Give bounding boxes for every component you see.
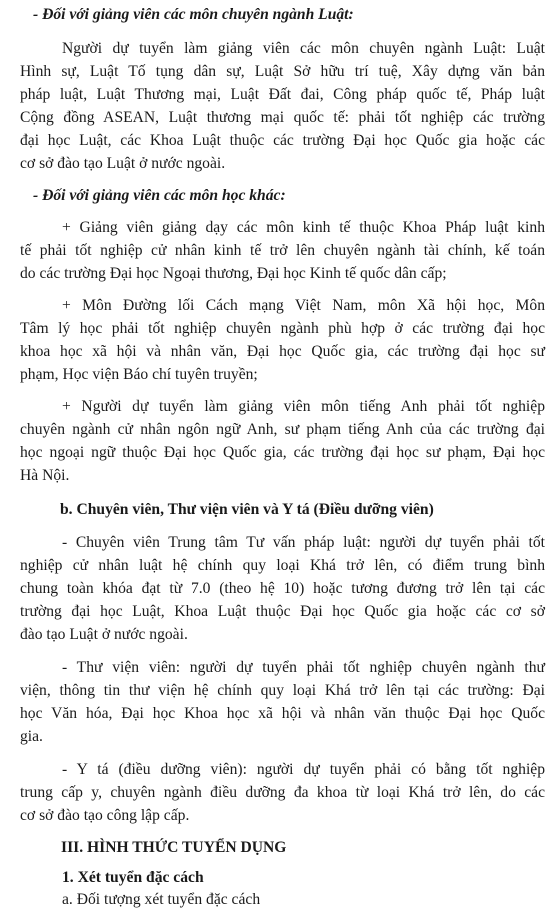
- b-p3-line-1: - Y tá (điều dưỡng viên): người dự tuyển phải có bằng tốt nghiệp: [62, 761, 545, 778]
- b-p2-line-1: - Thư viện viên: người dự tuyển phải tốt nghiệp chuyên ngành thư: [62, 659, 545, 676]
- law-line-5: đại học Luật, các Khoa Luật thuộc các trường Đại học Quốc gia hoặc các: [20, 132, 545, 149]
- heading-section-iii: III. HÌNH THỨC TUYỂN DỤNG: [61, 839, 287, 856]
- heading-section-b: b. Chuyên viên, Thư viện viên và Y tá (Điều dưỡng viên): [60, 501, 434, 518]
- b-p1-line-4: trường đại học Luật, Khoa Luật thuộc Đại học Quốc gia hoặc các cơ sở: [20, 603, 545, 620]
- law-line-6: cơ sở đào tạo Luật ở nước ngoài.: [20, 155, 226, 172]
- other-p2-line-4: phạm, Học viện Báo chí tuyên truyền;: [20, 366, 258, 383]
- b-p2-line-2: viện, thông tin thư viện hệ chính quy loại Khá trở lên tại các trường: Đại: [20, 682, 545, 699]
- law-line-4: Cộng đồng ASEAN, Luật thương mại quốc tế: phải tốt nghiệp các trường: [20, 109, 545, 126]
- other-p2-line-3: khoa học xã hội và nhân văn, Đại học Quốc gia, các trường đại học sư: [20, 343, 545, 360]
- other-p3-line-3: học ngoại ngữ thuộc Đại học Quốc gia, các trường đại học sư phạm, Đại học: [20, 444, 545, 461]
- heading-subsection-1: 1. Xét tuyển đặc cách: [62, 869, 204, 886]
- law-line-1: Người dự tuyển làm giảng viên các môn chuyên ngành Luật: Luật: [62, 40, 545, 57]
- heading-other-lecturers: - Đối với giảng viên các môn học khác:: [33, 187, 286, 204]
- other-p1-line-2: tế phải tốt nghiệp cử nhân kinh tế trở lên chuyên ngành tài chính, kế toán: [20, 242, 545, 259]
- law-line-2: Hình sự, Luật Tố tụng dân sự, Luật Sở hữu trí tuệ, Xây dựng văn bản: [20, 63, 545, 80]
- b-p1-line-5: đào tạo Luật ở nước ngoài.: [20, 626, 188, 643]
- other-p1-line-3: do các trường Đại học Ngoại thương, Đại học Kinh tế quốc dân cấp;: [20, 265, 447, 282]
- b-p2-line-3: học Văn hóa, Đại học Khoa học xã hội và nhân văn thuộc Đại học Quốc: [20, 705, 545, 722]
- b-p2-line-4: gia.: [20, 728, 43, 745]
- heading-subsection-1a: a. Đối tượng xét tuyển đặc cách: [62, 891, 261, 908]
- b-p1-line-2: nghiệp cử nhân luật hệ chính quy loại Khá trở lên, có điểm trung bình: [20, 557, 545, 574]
- other-p2-line-2: Tâm lý học phải tốt nghiệp chuyên ngành phù hợp ở các trường đại học: [20, 320, 545, 337]
- b-p1-line-1: - Chuyên viên Trung tâm Tư vấn pháp luật: người dự tuyển phải tốt: [62, 534, 545, 551]
- b-p3-line-2: trung cấp y, chuyên ngành điều dưỡng đa khoa từ loại Khá trở lên, do các: [20, 784, 545, 801]
- other-p3-line-2: chuyên ngành cử nhân ngôn ngữ Anh, sư phạm tiếng Anh của các trường đại: [20, 421, 545, 438]
- b-p3-line-3: cơ sở đào tạo công lập cấp.: [20, 807, 190, 824]
- b-p1-line-3: chung toàn khóa đạt từ 7.0 (theo hệ 10) hoặc tương đương trở lên tại các: [20, 580, 545, 597]
- other-p1-line-1: + Giảng viên giảng dạy các môn kinh tế thuộc Khoa Pháp luật kinh: [62, 219, 545, 236]
- heading-law-lecturers: - Đối với giảng viên các môn chuyên ngành Luật:: [33, 6, 354, 23]
- other-p3-line-1: + Người dự tuyển làm giảng viên môn tiếng Anh phải tốt nghiệp: [62, 398, 545, 415]
- law-line-3: pháp luật, Luật Thương mại, Luật Đất đai, Công pháp quốc tế, Pháp luật: [20, 86, 545, 103]
- other-p2-line-1: + Môn Đường lối Cách mạng Việt Nam, môn Xã hội học, Môn: [62, 297, 545, 314]
- other-p3-line-4: Hà Nội.: [20, 467, 70, 484]
